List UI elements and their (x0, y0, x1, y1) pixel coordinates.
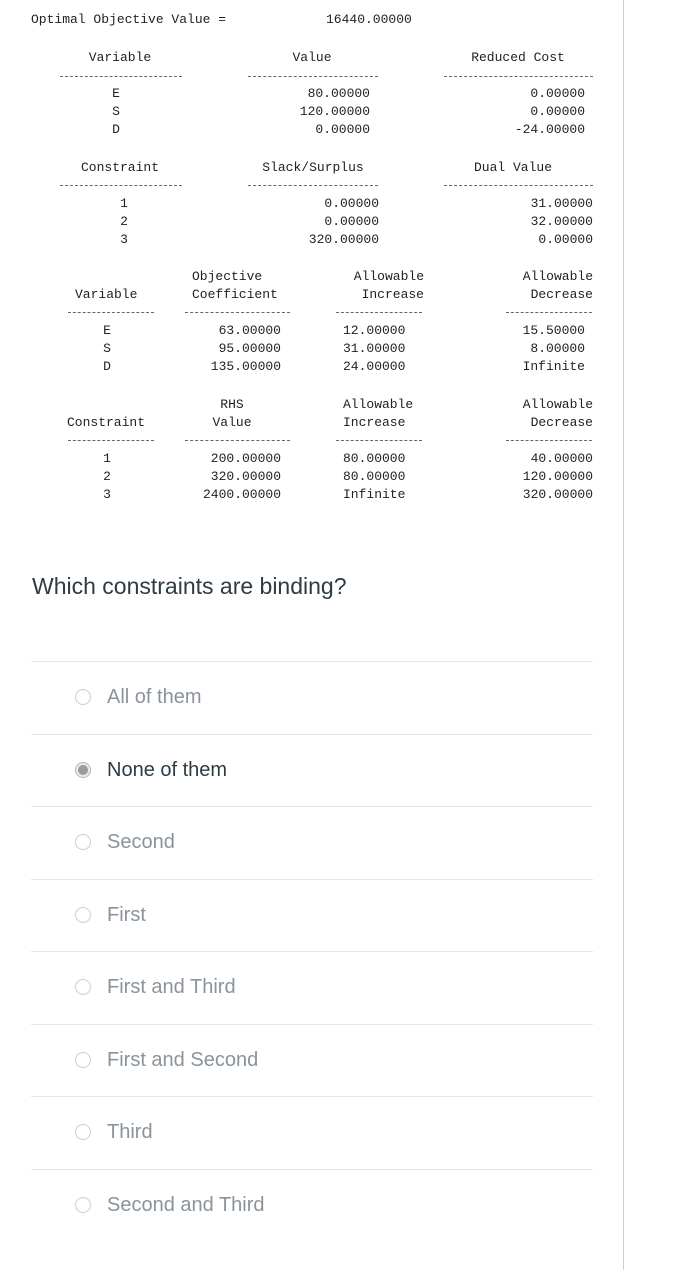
rhs-dec: 320.00000 (522, 487, 593, 502)
divider (248, 76, 378, 77)
obj-inc: 12.00000 (343, 323, 406, 338)
obj-header-inc-2: Increase (361, 287, 424, 302)
answer-option-third[interactable] (75, 1117, 153, 1147)
rhs-value: 200.00000 (210, 451, 281, 466)
divider (185, 312, 290, 313)
var-name: S (112, 104, 120, 119)
var-value: 0.00000 (315, 122, 370, 137)
obj-dec: Infinite (522, 359, 585, 374)
obj-header-variable: Variable (75, 287, 138, 302)
cons-name: 1 (120, 196, 128, 211)
divider (444, 185, 593, 186)
rhs-cons-name: 3 (103, 487, 111, 502)
cons-header-dual: Dual Value (473, 160, 552, 175)
option-divider (31, 1096, 593, 1097)
objective-value: 16440.00000 (326, 12, 412, 27)
obj-coef: 63.00000 (218, 323, 281, 338)
obj-header-dec-1: Allowable (522, 269, 593, 284)
answer-label: First and Third (107, 975, 236, 998)
divider (506, 312, 592, 313)
solution-output (0, 0, 623, 520)
divider (185, 440, 290, 441)
vars-header-variable: Variable (88, 50, 152, 65)
cons-slack: 0.00000 (324, 196, 379, 211)
obj-coef: 135.00000 (210, 359, 281, 374)
answer-label: Third (107, 1120, 153, 1143)
answer-label: Second and Third (107, 1193, 265, 1216)
cons-dual: 32.00000 (530, 214, 593, 229)
rhs-dec: 40.00000 (530, 451, 593, 466)
obj-var-name: D (103, 359, 111, 374)
option-divider (31, 1024, 593, 1025)
divider (68, 440, 154, 441)
divider (336, 440, 422, 441)
question-text: Which constraints are binding? (32, 573, 347, 599)
answer-option-none[interactable] (75, 755, 227, 785)
answer-option-first[interactable] (75, 900, 146, 930)
radio-button[interactable] (75, 834, 91, 850)
var-value: 80.00000 (307, 86, 370, 101)
rhs-inc: Infinite (343, 487, 406, 502)
rhs-header-inc-2: Increase (343, 415, 406, 430)
radio-button[interactable] (75, 979, 91, 995)
divider (336, 312, 422, 313)
radio-button[interactable] (75, 1197, 91, 1213)
rhs-inc: 80.00000 (343, 469, 406, 484)
cons-name: 3 (120, 232, 128, 247)
var-name: D (112, 122, 120, 137)
rhs-header-dec-1: Allowable (522, 397, 593, 412)
answer-option-second-third[interactable] (75, 1190, 265, 1220)
answer-label: First (107, 903, 146, 926)
rhs-value: 320.00000 (210, 469, 281, 484)
rhs-header-rhs-1: RHS (220, 397, 244, 412)
rhs-cons-name: 2 (103, 469, 111, 484)
rhs-cons-name: 1 (103, 451, 111, 466)
option-divider (31, 1169, 593, 1170)
objective-label: Optimal Objective Value = (31, 12, 227, 27)
answer-option-second[interactable] (75, 827, 175, 857)
obj-inc: 24.00000 (343, 359, 406, 374)
option-divider (31, 806, 593, 807)
cons-dual: 0.00000 (538, 232, 593, 247)
option-divider (31, 734, 593, 735)
obj-header-coef-2: Coefficient (192, 287, 278, 302)
cons-slack: 320.00000 (308, 232, 379, 247)
rhs-header-dec-2: Decrease (530, 415, 593, 430)
var-name: E (112, 86, 120, 101)
var-value: 120.00000 (299, 104, 370, 119)
radio-button[interactable] (75, 689, 91, 705)
vars-header-reduced-cost: Reduced Cost (471, 50, 565, 65)
rhs-value: 2400.00000 (202, 487, 281, 502)
answer-label: None of them (107, 758, 228, 781)
option-divider (31, 661, 593, 662)
answer-option-first-second[interactable] (75, 1045, 258, 1075)
cons-name: 2 (120, 214, 128, 229)
obj-header-dec-2: Decrease (530, 287, 593, 302)
answer-label: Second (107, 830, 175, 853)
cons-dual: 31.00000 (530, 196, 593, 211)
rhs-header-rhs-2: Value (212, 415, 252, 430)
divider (506, 440, 592, 441)
rhs-header-constraint: Constraint (67, 415, 146, 430)
answer-label: First and Second (107, 1048, 259, 1071)
divider (444, 76, 593, 77)
answer-label: All of them (107, 685, 202, 708)
cons-header-slack: Slack/Surplus (262, 160, 364, 175)
obj-dec: 15.50000 (522, 323, 585, 338)
radio-button-selected[interactable] (75, 762, 91, 778)
radio-button[interactable] (75, 1124, 91, 1140)
divider (248, 185, 378, 186)
obj-var-name: E (103, 323, 111, 338)
option-divider (31, 879, 593, 880)
obj-header-coef-1: Objective (192, 269, 263, 284)
divider (60, 76, 182, 77)
divider (68, 312, 154, 313)
radio-button[interactable] (75, 907, 91, 923)
var-reduced-cost: -24.00000 (514, 122, 585, 137)
answer-option-first-third[interactable] (75, 972, 236, 1002)
answer-option-all[interactable] (75, 682, 201, 712)
page-right-border (623, 0, 624, 1270)
obj-dec: 8.00000 (530, 341, 585, 356)
obj-header-inc-1: Allowable (353, 269, 424, 284)
obj-coef: 95.00000 (218, 341, 281, 356)
rhs-inc: 80.00000 (343, 451, 406, 466)
cons-slack: 0.00000 (324, 214, 379, 229)
cons-header-constraint: Constraint (80, 160, 159, 175)
divider (60, 185, 182, 186)
rhs-dec: 120.00000 (522, 469, 593, 484)
option-divider (31, 951, 593, 952)
rhs-header-inc-1: Allowable (343, 397, 414, 412)
obj-inc: 31.00000 (343, 341, 406, 356)
var-reduced-cost: 0.00000 (530, 104, 585, 119)
var-reduced-cost: 0.00000 (530, 86, 585, 101)
radio-button[interactable] (75, 1052, 91, 1068)
obj-var-name: S (103, 341, 111, 356)
vars-header-value: Value (292, 50, 332, 65)
